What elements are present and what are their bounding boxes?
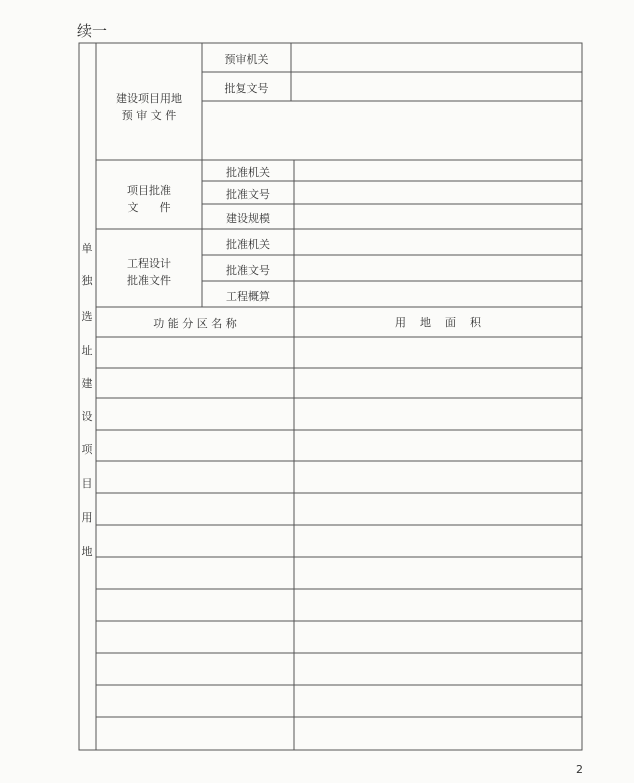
- project-approval-title-line1: 项目批准: [127, 184, 171, 197]
- input-project-budget[interactable]: [295, 282, 581, 306]
- side-label-char: 地: [81, 545, 93, 558]
- zone-name-cell[interactable]: [97, 399, 293, 430]
- side-label-char: 建: [81, 377, 93, 390]
- input-pre-review-doc-number[interactable]: [292, 73, 581, 100]
- field-label-pre-review-doc-number: 批复文号: [224, 82, 269, 95]
- side-label-char: 址: [81, 344, 93, 357]
- field-label-approval-doc-number: 批准文号: [226, 188, 270, 201]
- page-number: 2: [576, 763, 583, 776]
- land-area-cell[interactable]: [295, 718, 581, 750]
- side-label-char: 独: [81, 274, 93, 287]
- column-header-land-area: 用 地 面 积: [395, 316, 481, 329]
- land-area-cell[interactable]: [295, 654, 581, 685]
- field-label-design-approval-doc-number: 批准文号: [226, 264, 270, 277]
- land-area-cell[interactable]: [295, 526, 581, 557]
- land-area-cell[interactable]: [295, 462, 581, 493]
- field-label-approval-authority: 批准机关: [226, 166, 270, 179]
- zone-name-cell[interactable]: [97, 718, 293, 750]
- input-approval-doc-number[interactable]: [295, 182, 581, 203]
- pre-review-title-line1: 建设项目用地: [116, 92, 182, 105]
- land-area-cell[interactable]: [295, 494, 581, 525]
- continuation-label: 续一: [77, 22, 108, 40]
- side-label-char: 目: [81, 477, 93, 490]
- zone-name-cell[interactable]: [97, 622, 293, 653]
- field-label-construction-scale: 建设规模: [226, 212, 270, 225]
- land-area-cell[interactable]: [295, 590, 581, 621]
- land-area-cell[interactable]: [295, 369, 581, 398]
- land-area-cell[interactable]: [295, 431, 581, 461]
- input-approval-authority[interactable]: [295, 161, 581, 180]
- zone-name-cell[interactable]: [97, 558, 293, 589]
- pre-review-title-line2: 预 审 文 件: [121, 109, 177, 122]
- side-label-char: 选: [81, 310, 93, 323]
- land-area-cell[interactable]: [295, 622, 581, 653]
- input-pre-review-authority[interactable]: [292, 44, 581, 71]
- input-design-approval-doc-number[interactable]: [295, 256, 581, 280]
- input-construction-scale[interactable]: [295, 205, 581, 228]
- column-header-zone-name: 功 能 分 区 名 称: [153, 317, 237, 330]
- zone-name-cell[interactable]: [97, 654, 293, 685]
- land-area-cell[interactable]: [295, 558, 581, 589]
- input-pre-review-notes[interactable]: [203, 102, 581, 159]
- side-label-char: 单: [81, 242, 93, 255]
- zone-name-cell[interactable]: [97, 431, 293, 461]
- field-label-design-approval-authority: 批准机关: [226, 238, 270, 251]
- zone-name-cell[interactable]: [97, 526, 293, 557]
- project-approval-title-line2: 文 件: [127, 201, 171, 214]
- design-approval-title-line1: 工程设计: [127, 257, 171, 270]
- zone-name-cell[interactable]: [97, 369, 293, 398]
- land-area-cell[interactable]: [295, 686, 581, 717]
- field-label-project-budget: 工程概算: [226, 290, 270, 303]
- input-design-approval-authority[interactable]: [295, 230, 581, 254]
- side-label-char: 项: [81, 443, 93, 456]
- land-area-cell[interactable]: [295, 338, 581, 368]
- design-approval-title-line2: 批准文件: [127, 274, 171, 287]
- zone-name-cell[interactable]: [97, 590, 293, 621]
- land-area-cell[interactable]: [295, 399, 581, 430]
- zone-name-cell[interactable]: [97, 494, 293, 525]
- field-label-pre-review-authority: 预审机关: [224, 53, 269, 66]
- zone-name-cell[interactable]: [97, 686, 293, 717]
- zone-name-cell[interactable]: [97, 338, 293, 368]
- side-label-char: 设: [81, 410, 93, 423]
- zone-name-cell[interactable]: [97, 462, 293, 493]
- side-label-char: 用: [81, 511, 93, 524]
